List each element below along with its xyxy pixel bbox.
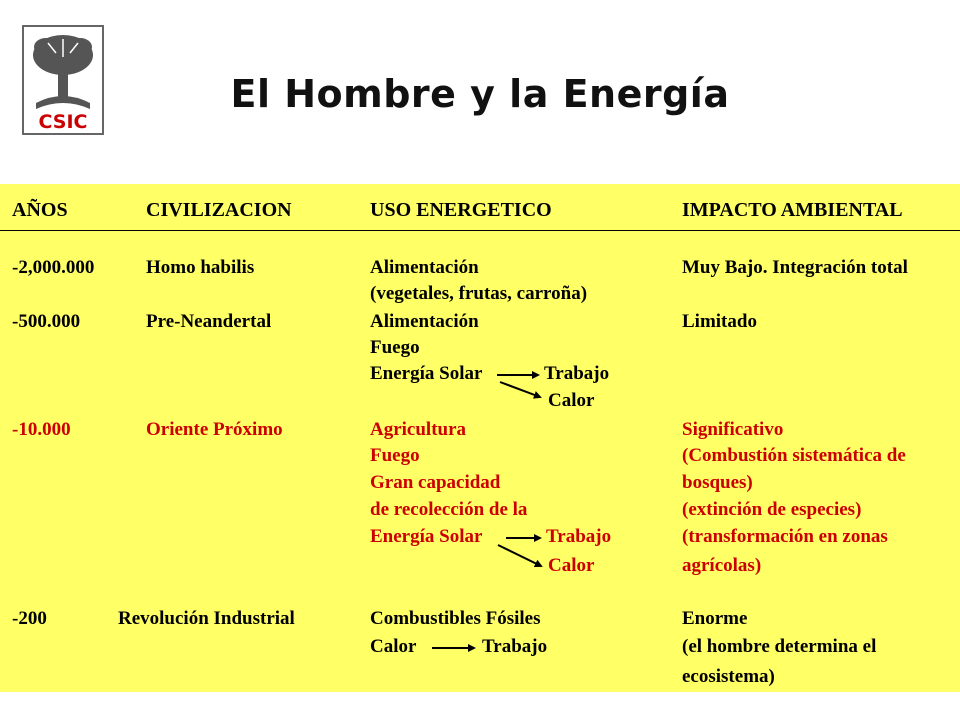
page-title: El Hombre y la Energía	[230, 72, 730, 116]
row-energy-line: Energía Solar	[370, 526, 483, 547]
row-year: -10.000	[12, 419, 71, 440]
row-impact-line: Limitado	[682, 311, 757, 332]
row-impact-line: Muy Bajo. Integración total	[682, 257, 908, 278]
row-civilization: Pre-Neandertal	[146, 311, 272, 332]
row-impact-line: (el hombre determina el	[682, 636, 877, 657]
header-divider	[0, 230, 960, 231]
row-impact-line: (Combustión sistemática de	[682, 445, 906, 466]
row-energy-line: Gran capacidad	[370, 472, 501, 493]
row-energy-line: de recolección de la	[370, 499, 528, 520]
row-energy-line: Calor	[548, 555, 595, 576]
row-year: -2,000.000	[12, 257, 95, 278]
row-energy-line: (vegetales, frutas, carroña)	[370, 283, 588, 304]
row-energy-line: Fuego	[370, 337, 420, 358]
row-impact-line: ecosistema)	[682, 666, 775, 687]
row-energy-line: Trabajo	[544, 363, 610, 384]
row-energy-line: Alimentación	[370, 311, 479, 332]
header-civilization: CIVILIZACION	[146, 199, 292, 221]
row-civilization: Homo habilis	[146, 257, 255, 278]
svg-text:CSIC: CSIC	[38, 111, 88, 133]
row-impact-line: agrícolas)	[682, 555, 762, 576]
row-energy-line: Trabajo	[482, 636, 548, 657]
header-energy-use: USO ENERGETICO	[370, 199, 552, 221]
row-energy-line: Trabajo	[546, 526, 612, 547]
row-year: -200	[12, 608, 47, 629]
row-energy-line: Alimentación	[370, 257, 479, 278]
row-impact-line: (extinción de especies)	[682, 499, 862, 520]
row-year: -500.000	[12, 311, 81, 332]
row-impact-line: bosques)	[682, 472, 753, 493]
row-impact-line: Enorme	[682, 608, 748, 629]
row-energy-line: Calor	[548, 390, 595, 411]
header-environmental-impact: IMPACTO AMBIENTAL	[682, 199, 903, 221]
row-civilization: Oriente Próximo	[146, 419, 283, 440]
row-impact-line: Significativo	[682, 419, 784, 440]
row-energy-line: Fuego	[370, 445, 420, 466]
row-impact-line: (transformación en zonas	[682, 526, 888, 547]
row-energy-line: Combustibles Fósiles	[370, 608, 541, 629]
row-energy-line: Energía Solar	[370, 363, 483, 384]
row-civilization: Revolución Industrial	[118, 608, 295, 629]
row-energy-line: Agricultura	[370, 419, 467, 440]
row-energy-line: Calor	[370, 636, 417, 657]
header-years: AÑOS	[12, 199, 68, 221]
